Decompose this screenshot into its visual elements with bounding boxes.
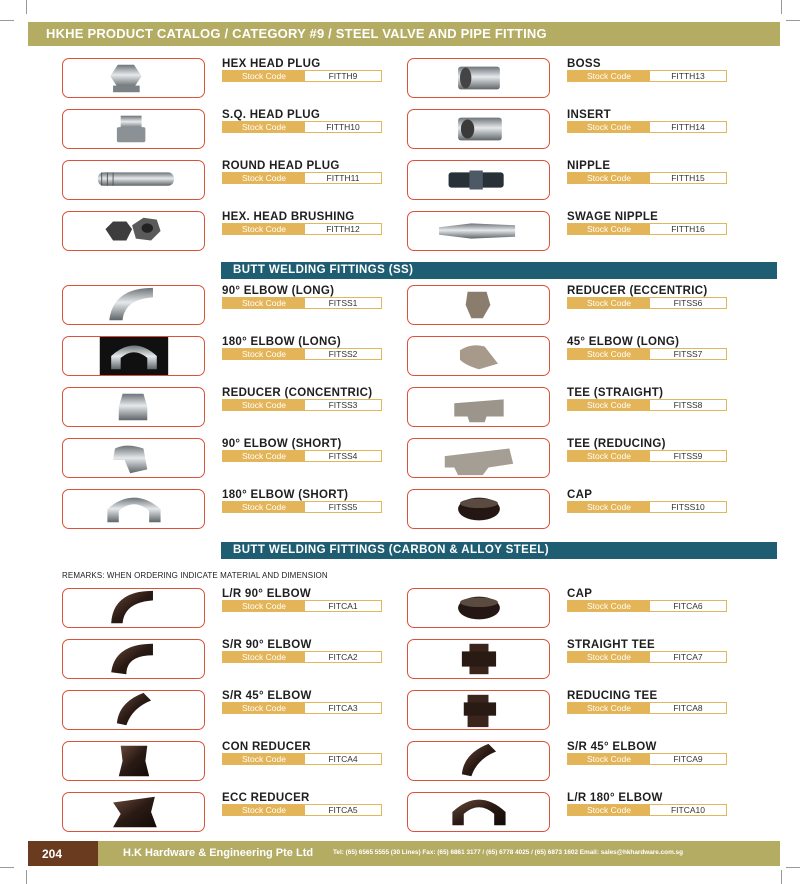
elbow-180-long-radius-icon [408,793,549,831]
stock-code-label: Stock Code [223,349,305,359]
insert-icon [408,110,549,148]
stock-code-box [567,297,727,309]
product-image-box [62,438,205,478]
stock-code-label: Stock Code [223,224,305,234]
stock-code-box [567,702,727,714]
stock-code-label: Stock Code [223,703,305,713]
stock-code-label: Stock Code [568,652,650,662]
stock-code-value: FITSS6 [673,298,703,308]
product-name: INSERT [567,109,611,121]
product-image-box [62,387,205,427]
stock-code-value: FITCA2 [328,652,358,662]
stock-code-box [567,753,727,765]
cap-icon [408,490,549,528]
product-name: REDUCER (ECCENTRIC) [567,285,708,297]
straight-tee-icon [408,640,549,678]
company-name: H.K Hardware & Engineering Pte Ltd [123,847,314,859]
product-name: S.Q. HEAD PLUG [222,109,321,121]
stock-code-value: FITSS8 [673,400,703,410]
stock-code-value: FITCA5 [328,805,358,815]
product-image-box [407,489,550,529]
stock-code-label: Stock Code [568,451,650,461]
stock-code-value: FITCA9 [673,754,703,764]
stock-code-box [567,651,727,663]
stock-code-value: FITSS1 [328,298,358,308]
stock-code-label: Stock Code [223,400,305,410]
product-image-box [407,387,550,427]
stock-code-value: FITSS2 [328,349,358,359]
product-image-box [407,160,550,200]
crop-mark [781,870,782,884]
product-name: TEE (REDUCING) [567,438,666,450]
stock-code-value: FITTH14 [671,122,705,132]
product-image-box [407,438,550,478]
product-name: CAP [567,588,593,600]
stock-code-value: FITCA6 [673,601,703,611]
elbow-45-long-icon [408,337,549,375]
tee-reducing-icon [408,439,549,477]
product-image-box [407,639,550,679]
product-name: 45° ELBOW (LONG) [567,336,680,348]
stock-code-label: Stock Code [223,652,305,662]
section-header-carbon [221,542,777,559]
product-image-box [407,741,550,781]
stock-code-value: FITCA7 [673,652,703,662]
product-image-box [62,792,205,832]
stock-code-label: Stock Code [568,805,650,815]
product-name: 180° ELBOW (LONG) [222,336,341,348]
stock-code-label: Stock Code [568,224,650,234]
reducer-concentric-icon [63,388,204,426]
crop-mark [786,20,800,21]
stock-code-box [567,223,727,235]
section-title: BUTT WELDING FITTINGS (CARBON & ALLOY STEEL) [233,544,549,556]
remarks-note: REMARKS: WHEN ORDERING INDICATE MATERIAL AND DIMENSION [62,571,328,580]
product-image-box [407,211,550,251]
stock-code-value: FITSS5 [328,502,358,512]
stock-code-value: FITTH11 [326,173,360,183]
elbow-45-short-radius-icon [63,691,204,729]
elbow-90-short-icon [63,439,204,477]
product-image-box [62,741,205,781]
stock-code-value: FITSS9 [673,451,703,461]
hex-head-bushing-icon [63,212,204,250]
section-header-ss [221,262,777,279]
stock-code-label: Stock Code [568,703,650,713]
stock-code-box [222,399,382,411]
product-image-box [62,489,205,529]
eccentric-reducer-icon [63,793,204,831]
product-image-box [407,285,550,325]
product-name: S/R 45° ELBOW [222,690,312,702]
crop-mark [0,867,14,868]
product-name: CAP [567,489,593,501]
stock-code-label: Stock Code [568,400,650,410]
product-image-box [407,336,550,376]
product-name: S/R 45° ELBOW [567,741,657,753]
stock-code-box [222,223,382,235]
stock-code-box [567,348,727,360]
stock-code-box [222,804,382,816]
stock-code-box [567,450,727,462]
elbow-45-short-radius-icon [408,742,549,780]
stock-code-box [222,651,382,663]
stock-code-value: FITTH10 [326,122,360,132]
product-image-box [62,160,205,200]
product-name: TEE (STRAIGHT) [567,387,664,399]
product-name: 90° ELBOW (LONG) [222,285,335,297]
product-name: L/R 90° ELBOW [222,588,312,600]
product-image-box [62,588,205,628]
section-title: BUTT WELDING FITTINGS (SS) [233,264,414,276]
stock-code-label: Stock Code [568,502,650,512]
product-name: BOSS [567,58,601,70]
stock-code-label: Stock Code [223,122,305,132]
elbow-90-long-icon [63,286,204,324]
stock-code-value: FITTH16 [671,224,705,234]
stock-code-box [567,600,727,612]
boss-icon [408,59,549,97]
stock-code-box [222,600,382,612]
product-name: SWAGE NIPPLE [567,211,659,223]
footer-band [28,841,780,866]
crop-mark [26,0,27,14]
crop-mark [781,0,782,14]
stock-code-value: FITTH9 [328,71,358,81]
product-name: ECC REDUCER [222,792,310,804]
stock-code-value: FITCA10 [670,805,705,815]
product-image-box [62,211,205,251]
stock-code-label: Stock Code [223,601,305,611]
stock-code-box [222,702,382,714]
stock-code-box [222,348,382,360]
stock-code-label: Stock Code [568,71,650,81]
stock-code-label: Stock Code [568,122,650,132]
product-name: REDUCING TEE [567,690,658,702]
nipple-icon [408,161,549,199]
stock-code-label: Stock Code [223,451,305,461]
stock-code-label: Stock Code [568,601,650,611]
product-image-box [407,58,550,98]
reducer-eccentric-icon [408,286,549,324]
stock-code-box [222,501,382,513]
stock-code-box [567,399,727,411]
product-name: S/R 90° ELBOW [222,639,312,651]
product-name: HEX HEAD PLUG [222,58,321,70]
crop-mark [0,20,14,21]
product-name: L/R 180° ELBOW [567,792,663,804]
page-title: HKHE PRODUCT CATALOG / CATEGORY #9 / STEEL VALVE AND PIPE FITTING [46,26,547,41]
stock-code-value: FITSS4 [328,451,358,461]
stock-code-value: FITSS3 [328,400,358,410]
product-name: 90° ELBOW (SHORT) [222,438,342,450]
stock-code-value: FITSS7 [673,349,703,359]
stock-code-value: FITTH15 [671,173,705,183]
stock-code-value: FITCA8 [673,703,703,713]
stock-code-label: Stock Code [223,173,305,183]
stock-code-label: Stock Code [568,349,650,359]
product-name: 180° ELBOW (SHORT) [222,489,349,501]
stock-code-label: Stock Code [223,805,305,815]
product-image-box [407,792,550,832]
stock-code-label: Stock Code [568,173,650,183]
stock-code-box [222,753,382,765]
elbow-90-short-radius-icon [63,640,204,678]
product-image-box [62,690,205,730]
tee-straight-icon [408,388,549,426]
stock-code-value: FITCA3 [328,703,358,713]
stock-code-box [567,172,727,184]
cap-icon [408,589,549,627]
product-name: NIPPLE [567,160,611,172]
stock-code-label: Stock Code [568,298,650,308]
stock-code-box [222,450,382,462]
product-image-box [407,588,550,628]
stock-code-box [567,121,727,133]
product-image-box [62,639,205,679]
stock-code-label: Stock Code [223,502,305,512]
product-image-box [407,690,550,730]
square-head-plug-icon [63,110,204,148]
stock-code-box [567,70,727,82]
stock-code-value: FITSS10 [671,502,705,512]
elbow-180-long-icon [63,337,204,375]
product-image-box [62,336,205,376]
round-head-plug-icon [63,161,204,199]
stock-code-label: Stock Code [568,754,650,764]
product-name: STRAIGHT TEE [567,639,655,651]
stock-code-value: FITTH13 [671,71,705,81]
swage-nipple-icon [408,212,549,250]
stock-code-box [222,121,382,133]
stock-code-value: FITCA1 [328,601,358,611]
stock-code-label: Stock Code [223,754,305,764]
concentric-reducer-icon [63,742,204,780]
crop-mark [26,870,27,884]
stock-code-value: FITTH12 [326,224,360,234]
reducing-tee-icon [408,691,549,729]
header-band [28,22,780,46]
stock-code-label: Stock Code [223,298,305,308]
stock-code-value: FITCA4 [328,754,358,764]
stock-code-box [222,70,382,82]
product-name: ROUND HEAD PLUG [222,160,340,172]
crop-mark [786,867,800,868]
product-image-box [62,109,205,149]
product-name: CON REDUCER [222,741,311,753]
product-name: REDUCER (CONCENTRIC) [222,387,373,399]
contact-info: Tel: (65) 6565 5555 (30 Lines) Fax: (65) 6861 3177 / (65) 6778 4025 / (65) 6873 1602 Email: sales@hkhardware.com.sg [333,849,683,856]
product-name: HEX. HEAD BRUSHING [222,211,355,223]
stock-code-box [222,297,382,309]
product-image-box [62,285,205,325]
stock-code-label: Stock Code [223,71,305,81]
stock-code-box [567,501,727,513]
product-image-box [62,58,205,98]
stock-code-box [567,804,727,816]
product-image-box [407,109,550,149]
stock-code-box [222,172,382,184]
hex-head-plug-icon [63,59,204,97]
elbow-90-long-radius-icon [63,589,204,627]
elbow-180-short-icon [63,490,204,528]
page-number: 204 [28,841,98,866]
